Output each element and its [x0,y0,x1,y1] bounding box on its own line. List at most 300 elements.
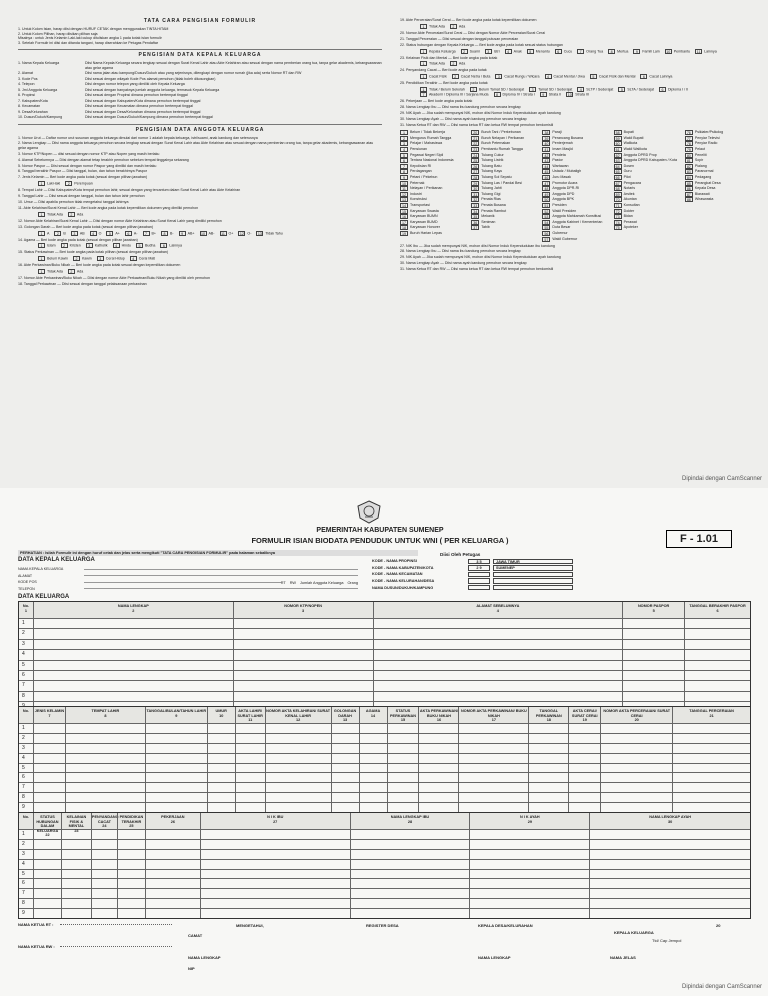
table-cell[interactable] [117,889,145,898]
table-cell[interactable] [589,830,750,839]
table-cell[interactable] [265,754,331,763]
table-cell[interactable] [33,850,61,859]
table-cell[interactable] [589,860,750,869]
table-cell[interactable] [145,764,207,773]
table-cell[interactable] [235,764,265,773]
table-cell[interactable] [33,744,65,753]
table-cell[interactable] [233,671,373,680]
header-number: 19 [582,718,587,722]
table-cell[interactable] [469,860,589,869]
table-cell[interactable] [469,870,589,879]
wilayah-code[interactable]: 3 5 [468,559,490,564]
table-cell[interactable] [528,744,568,753]
table-cell[interactable] [387,744,419,753]
table-cell[interactable] [33,840,61,849]
option-number: 2 [470,87,477,92]
table-cell[interactable] [418,773,458,782]
table-cell[interactable] [61,889,91,898]
table-cell[interactable] [684,692,750,701]
table-cell[interactable] [359,803,387,812]
kepala-field-input[interactable] [84,573,358,576]
table-cell[interactable] [568,783,600,792]
table-cell[interactable] [233,640,373,649]
table-cell[interactable] [33,870,61,879]
table-cell[interactable] [528,734,568,743]
table-cell[interactable] [61,860,91,869]
wilayah-code[interactable] [468,585,490,590]
table-cell[interactable] [359,744,387,753]
table-cell[interactable] [117,879,145,888]
table-cell[interactable] [672,734,750,743]
table-cell[interactable] [145,734,207,743]
table-cell[interactable] [33,754,65,763]
table-cell[interactable] [145,840,200,849]
table-cell[interactable] [33,793,65,802]
option-label: Famili Lain [642,49,660,54]
wilayah-name[interactable]: SUMENEP [493,565,573,570]
table-cell[interactable] [33,692,233,701]
rw-name-input[interactable] [60,946,172,947]
table-cell[interactable] [91,879,117,888]
table-cell[interactable] [145,909,200,918]
table-cell[interactable] [91,870,117,879]
table-cell[interactable] [200,889,350,898]
table-cell[interactable] [458,773,528,782]
table-cell[interactable] [373,692,623,701]
table-cell[interactable] [235,754,265,763]
table-cell[interactable] [359,783,387,792]
table-cell[interactable] [207,754,235,763]
table-cell[interactable] [145,830,200,839]
table-cell[interactable] [684,661,750,670]
table-cell[interactable] [207,764,235,773]
table-cell[interactable] [373,661,623,670]
table-cell[interactable] [145,870,200,879]
table-cell[interactable] [145,899,200,908]
table-cell[interactable] [33,909,61,918]
table-cell[interactable] [331,803,359,812]
header-number: 8 [104,713,107,718]
table-cell[interactable] [350,840,470,849]
table-cell[interactable] [331,793,359,802]
table-cell[interactable] [350,850,470,859]
job-number: 44 [544,164,549,169]
table-cell[interactable] [600,783,672,792]
table-row [19,639,750,649]
header-cell [458,707,528,723]
table-cell[interactable] [589,909,750,918]
table-cell[interactable] [589,899,750,908]
table-cell[interactable] [265,724,331,733]
table-cell[interactable] [33,619,233,628]
table-cell[interactable] [233,661,373,670]
table-cell[interactable] [331,744,359,753]
table-cell[interactable] [672,744,750,753]
table-cell[interactable] [145,850,200,859]
table-cell[interactable] [33,650,233,659]
table-cell[interactable] [672,793,750,802]
table-cell[interactable] [528,793,568,802]
table-cell[interactable] [684,681,750,690]
table-cell[interactable] [589,889,750,898]
table-cell[interactable] [145,879,200,888]
table-cell[interactable] [117,899,145,908]
table-cell[interactable] [33,899,61,908]
table-cell[interactable] [622,619,684,628]
table-cell[interactable] [33,764,65,773]
table-cell[interactable] [458,724,528,733]
table-cell[interactable] [469,840,589,849]
table-cell[interactable] [207,744,235,753]
table-cell[interactable] [65,724,145,733]
table-cell[interactable] [568,754,600,763]
table-cell[interactable] [458,803,528,812]
table-cell[interactable] [350,860,470,869]
table-cell[interactable] [33,830,61,839]
table-cell[interactable] [117,870,145,879]
table-cell[interactable] [207,734,235,743]
table-cell[interactable] [359,764,387,773]
job-number: 21 [473,136,478,141]
table-cell[interactable] [469,909,589,918]
table-cell[interactable] [469,850,589,859]
header-cell [33,813,61,837]
table-cell[interactable] [145,724,207,733]
kepala-item-name: 6. Propinsi [18,93,35,97]
table-cell[interactable] [235,803,265,812]
table-cell[interactable] [589,850,750,859]
option-label: Cacat Mental / Jiwa [553,74,585,79]
table-cell[interactable] [207,803,235,812]
table-cell[interactable] [265,803,331,812]
table-cell[interactable] [600,793,672,802]
table-cell[interactable] [458,764,528,773]
table-cell[interactable] [145,803,207,812]
table-cell[interactable] [350,909,470,918]
table-cell[interactable] [65,803,145,812]
wilayah-name[interactable] [493,578,573,583]
table-cell[interactable] [672,724,750,733]
table-cell[interactable] [418,764,458,773]
table-cell[interactable] [600,724,672,733]
table-cell[interactable] [469,879,589,888]
table-cell[interactable] [350,830,470,839]
table-cell[interactable] [684,671,750,680]
table-cell[interactable] [145,889,200,898]
table-cell[interactable] [331,783,359,792]
table-cell[interactable] [265,734,331,743]
table-cell[interactable] [91,830,117,839]
table-cell[interactable] [265,793,331,802]
table-cell[interactable] [33,724,65,733]
table-cell[interactable] [117,840,145,849]
table-cell[interactable] [200,909,350,918]
table-cell[interactable] [684,640,750,649]
table-cell[interactable] [91,909,117,918]
table-cell[interactable] [33,783,65,792]
table-cell[interactable] [91,840,117,849]
wilayah-code[interactable] [468,572,490,577]
table-cell[interactable] [200,840,350,849]
table-cell[interactable] [418,803,458,812]
table-cell[interactable] [622,661,684,670]
table-cell[interactable] [589,870,750,879]
table-cell[interactable] [65,793,145,802]
table-cell[interactable] [117,860,145,869]
table-cell[interactable] [359,793,387,802]
table-cell[interactable] [145,744,207,753]
table-cell[interactable] [600,734,672,743]
table-cell[interactable] [207,773,235,782]
table-cell[interactable] [622,692,684,701]
table-cell[interactable] [331,764,359,773]
table-cell[interactable] [145,793,207,802]
table-cell[interactable] [469,830,589,839]
table-cell[interactable] [568,744,600,753]
table-cell[interactable] [373,629,623,638]
header-number: 2 [132,608,135,613]
table-cell[interactable] [373,619,623,628]
table-cell[interactable] [568,764,600,773]
table-cell[interactable] [33,671,233,680]
table-cell[interactable] [528,803,568,812]
job-label: Perawat [623,219,637,224]
kepala-field-input[interactable] [84,567,358,570]
table-cell[interactable] [207,724,235,733]
table-cell[interactable] [33,629,233,638]
table-cell[interactable] [350,870,470,879]
table-cell[interactable] [91,889,117,898]
table-cell[interactable] [200,870,350,879]
table-cell[interactable] [528,754,568,763]
table-cell[interactable] [568,724,600,733]
table-cell[interactable] [418,724,458,733]
table-cell[interactable] [61,840,91,849]
table-cell[interactable] [33,803,65,812]
job-label: Buruh Tani / Perkebunan [481,130,521,135]
table-cell[interactable] [200,830,350,839]
table-cell[interactable] [622,681,684,690]
table-cell[interactable] [65,744,145,753]
table-cell[interactable] [418,754,458,763]
table-cell[interactable] [458,744,528,753]
table-cell[interactable] [622,650,684,659]
table-cell[interactable] [672,803,750,812]
table-cell[interactable] [589,840,750,849]
table-cell[interactable] [684,629,750,638]
table-cell[interactable] [233,692,373,701]
table-cell[interactable] [65,764,145,773]
table-cell[interactable] [458,754,528,763]
table-cell[interactable] [528,764,568,773]
table-cell[interactable] [117,850,145,859]
table-cell[interactable] [65,773,145,782]
table-cell[interactable] [672,783,750,792]
table-cell[interactable] [387,734,419,743]
table-cell[interactable] [233,650,373,659]
table-cell[interactable] [387,773,419,782]
table-cell[interactable] [61,850,91,859]
job-number: 50 [544,198,549,203]
table-cell[interactable] [91,850,117,859]
table-cell[interactable] [207,783,235,792]
wilayah-name[interactable] [493,572,573,577]
table-cell[interactable] [145,773,207,782]
table-cell[interactable] [91,899,117,908]
blood-options-option [161,231,174,236]
table-cell[interactable] [600,764,672,773]
table-cell[interactable] [600,803,672,812]
table-cell[interactable] [117,909,145,918]
table-cell[interactable] [622,629,684,638]
table-cell[interactable] [373,671,623,680]
table-cell[interactable] [235,724,265,733]
table-cell[interactable] [568,734,600,743]
job-label: Tukang Batu [481,163,502,168]
table-cell[interactable] [33,640,233,649]
table-cell[interactable] [265,773,331,782]
table-cell[interactable] [265,744,331,753]
table-cell[interactable] [265,764,331,773]
table-cell[interactable] [622,640,684,649]
table-cell[interactable] [65,754,145,763]
table-cell[interactable] [387,764,419,773]
table-cell[interactable] [331,734,359,743]
table-cell[interactable] [331,724,359,733]
guide-list [18,27,382,45]
table-cell[interactable] [33,734,65,743]
wilayah-name[interactable]: JAWA TIMUR [493,559,573,564]
table-cell[interactable] [418,734,458,743]
table-cell[interactable] [200,850,350,859]
table-cell[interactable] [418,744,458,753]
table-cell[interactable] [350,899,470,908]
table-cell[interactable] [469,899,589,908]
job-label: Wakil Gubernur [552,236,578,241]
table-cell[interactable] [61,830,91,839]
table-cell[interactable] [65,783,145,792]
table-cell[interactable] [672,764,750,773]
table-cell[interactable] [359,724,387,733]
table-cell[interactable] [200,860,350,869]
job-label: Buruh Nelayan / Perikanan [481,135,525,140]
table-cell[interactable] [387,754,419,763]
table-cell[interactable] [331,754,359,763]
table-cell[interactable] [387,783,419,792]
job-item [542,147,609,152]
table-cell[interactable] [233,681,373,690]
table-cell[interactable] [387,793,419,802]
table-cell[interactable] [235,773,265,782]
table-cell[interactable] [528,773,568,782]
wilayah-code[interactable] [468,578,490,583]
table-cell[interactable] [207,793,235,802]
table-cell[interactable] [33,661,233,670]
table-cell[interactable] [418,783,458,792]
wilayah-name[interactable] [493,585,573,590]
table-cell[interactable] [235,744,265,753]
table-cell[interactable] [145,860,200,869]
table-cell[interactable] [145,783,207,792]
table-cell[interactable] [350,889,470,898]
table-cell[interactable] [373,650,623,659]
table-cell[interactable] [33,681,233,690]
table-cell[interactable] [91,860,117,869]
kepala-field-input[interactable] [84,586,358,589]
table-cell[interactable] [568,803,600,812]
option-label: Lainnya [169,243,182,248]
table-cell[interactable] [331,773,359,782]
job-number: 48 [544,187,549,192]
table-cell[interactable] [458,783,528,792]
kepala-field-input[interactable] [84,580,281,583]
table-cell[interactable] [33,879,61,888]
table-cell[interactable] [600,744,672,753]
table-cell[interactable] [528,783,568,792]
table-cell[interactable] [359,734,387,743]
header-label: NOMOR AKTA KELAHIRAN/ SURAT KENAL LAHIR [266,709,331,718]
table-cell[interactable] [235,783,265,792]
table-cell[interactable] [684,619,750,628]
table-cell[interactable] [235,793,265,802]
table-cell[interactable] [145,754,207,763]
table-cell[interactable] [200,879,350,888]
table-cell[interactable] [458,793,528,802]
table-cell[interactable] [469,889,589,898]
table-cell[interactable] [684,650,750,659]
table-cell[interactable] [373,681,623,690]
table-cell[interactable] [61,870,91,879]
table-cell[interactable] [458,734,528,743]
table-cell[interactable] [33,889,61,898]
table-cell[interactable] [672,754,750,763]
table-cell[interactable] [622,671,684,680]
table-cell[interactable] [350,879,470,888]
table-cell[interactable] [387,724,419,733]
table-cell[interactable] [568,793,600,802]
wilayah-code[interactable]: 2 9 [468,565,490,570]
table-cell[interactable] [387,803,419,812]
wilayah-codes [372,558,672,591]
table-cell[interactable] [600,773,672,782]
table-cell[interactable] [265,783,331,792]
table-cell[interactable] [359,754,387,763]
table-cell[interactable] [65,734,145,743]
table-cell[interactable] [373,640,623,649]
table-cell[interactable] [235,734,265,743]
table-cell[interactable] [528,724,568,733]
table-cell[interactable] [359,773,387,782]
table-cell[interactable] [33,773,65,782]
table-cell[interactable] [233,619,373,628]
table-cell[interactable] [568,773,600,782]
job-label: Sopir [694,158,704,163]
table-cell[interactable] [200,899,350,908]
table-cell[interactable] [589,879,750,888]
rt-name-input[interactable] [60,924,172,925]
table-cell[interactable] [117,830,145,839]
table-cell[interactable] [600,754,672,763]
table-cell[interactable] [61,879,91,888]
table-cell[interactable] [672,773,750,782]
table-cell[interactable] [33,860,61,869]
table-cell[interactable] [233,629,373,638]
table-cell[interactable] [61,909,91,918]
table-cell[interactable] [418,793,458,802]
option-number: 3 [529,87,536,92]
option-label: Hindu [121,243,131,248]
table-cell[interactable] [61,899,91,908]
